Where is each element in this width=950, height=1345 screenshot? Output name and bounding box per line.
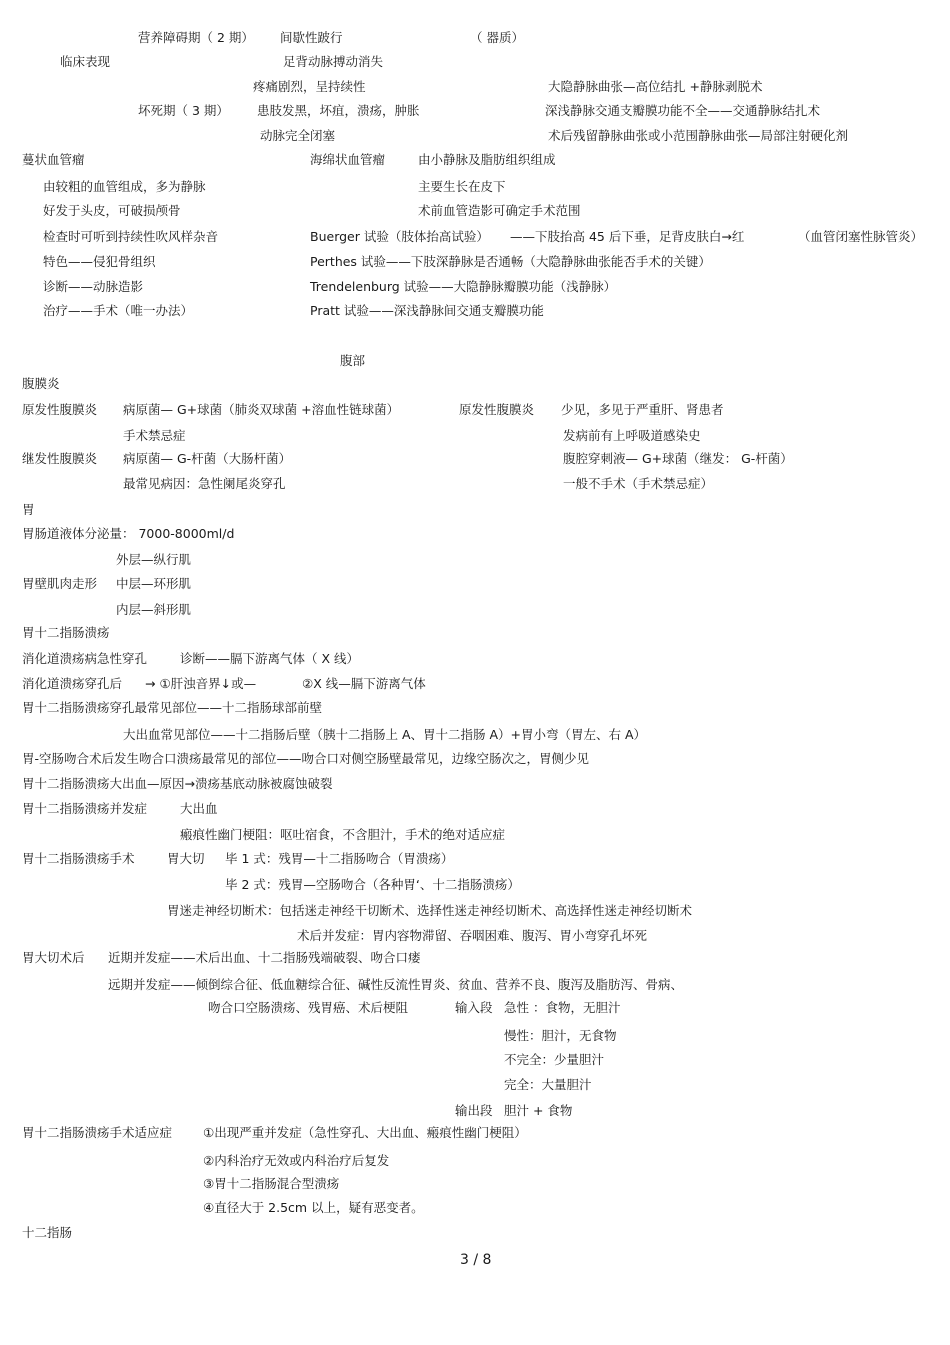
text-line: 吻合口空肠溃疡、残胃癌、术后梗阻 (208, 1000, 409, 1015)
text-line: 胃十二指肠溃疡 (22, 625, 110, 640)
text-line: 大出血常见部位——十二指肠后壁（胰十二指肠上 A、胃十二指肠 A）+胃小弯（胃左、右 A） (123, 727, 647, 742)
text-line: Pratt 试验——深浅静脉间交通支瓣膜功能 (310, 303, 544, 318)
text-line: （血管闭塞性脉管炎） (798, 229, 924, 244)
text-line: 胆汁 + 食物 (504, 1103, 573, 1118)
text-line: 输出段 (455, 1103, 493, 1118)
section-heading: 腹部 (340, 353, 366, 368)
text-line: 大出血 (180, 801, 218, 816)
text-line: 由较粗的血管组成，多为静脉 (43, 179, 206, 194)
text-line: 主要生长在皮下 (418, 179, 506, 194)
text-line: 完全：大量胆汁 (504, 1077, 592, 1092)
text-line: 诊断——动脉造影 (43, 279, 144, 294)
text-line: 远期并发症——倾倒综合征、低血糖综合征、碱性反流性胃炎、贫血、营养不良、腹泻及脂肪泻、骨病、 (108, 977, 684, 992)
text-line: 坏死期（ 3 期） (138, 103, 229, 118)
text-line: 内层—斜形肌 (116, 602, 192, 617)
text-line: 腹膜炎 (22, 376, 60, 391)
text-line: 治疗——手术（唯一办法） (43, 303, 194, 318)
text-line: ④直径大于 2.5cm 以上，疑有恶变者。 (203, 1200, 424, 1215)
text-line: 胃大切 (167, 851, 205, 866)
text-line: 胃壁肌肉走形 (22, 576, 98, 591)
text-line: 大隐静脉曲张—高位结扎 +静脉剥脱术 (548, 79, 763, 94)
text-line: 胃肠道液体分泌量： 7000-8000ml/d (22, 526, 235, 541)
text-line: 不完全：少量胆汁 (504, 1052, 605, 1067)
text-line: 动脉完全闭塞 (260, 128, 336, 143)
text-line: 深浅静脉交通支瓣膜功能不全——交通静脉结扎术 (545, 103, 821, 118)
text-line: 中层—环形肌 (116, 576, 192, 591)
text-line: 由小静脉及脂肪组织组成 (418, 152, 556, 167)
text-line: 十二指肠 (22, 1225, 73, 1240)
text-line: 外层—纵行肌 (116, 552, 192, 567)
text-line: ——下肢抬高 45 后下垂，足背皮肤白→红 (510, 229, 745, 244)
page-number: 3 / 8 (460, 1252, 492, 1268)
text-line: 胃十二指肠溃疡手术适应症 (22, 1125, 173, 1140)
text-line: （ 器质） (470, 30, 524, 45)
text-line: 急性 ：食物，无胆汁 (504, 1000, 621, 1015)
text-line: Buerger 试验（肢体抬高试验） (310, 229, 489, 244)
text-line: 术后并发症：胃内容物滞留、吞咽困难、腹泻、胃小弯穿孔坏死 (297, 928, 648, 943)
text-line: 消化道溃疡穿孔后 (22, 676, 123, 691)
text-line: ①出现严重并发症（急性穿孔、大出血、瘢痕性幽门梗阻） (203, 1125, 527, 1140)
text-line: 特色——侵犯骨组织 (43, 254, 156, 269)
text-line: 胃 (22, 502, 35, 517)
text-line: 毕 2 式：残胃—空肠吻合（各种胃‘、十二指肠溃疡） (225, 877, 520, 892)
text-line: → ①肝浊音界↓或— (145, 676, 257, 691)
text-line: 发病前有上呼吸道感染史 (563, 428, 701, 443)
text-line: 继发性腹膜炎 (22, 451, 98, 466)
text-line: 手术禁忌症 (123, 428, 186, 443)
text-line: 临床表现 (60, 54, 111, 69)
text-line: 原发性腹膜炎 (22, 402, 98, 417)
text-line: 胃十二指肠溃疡手术 (22, 851, 135, 866)
text-line: 胃大切术后 (22, 950, 85, 965)
text-line: 胃迷走神经切断术：包括迷走神经干切断术、选择性迷走神经切断术、高选择性迷走神经切断术 (167, 903, 693, 918)
text-line: 营养障碍期（ 2 期） (138, 30, 254, 45)
text-line: 好发于头皮，可破损颅骨 (43, 203, 181, 218)
text-line: 腹腔穿刺液— G+球菌（继发： G-杆菌） (563, 451, 793, 466)
text-line: 胃十二指肠溃疡大出血—原因→溃疡基底动脉被腐蚀破裂 (22, 776, 333, 791)
text-line: 蔓状血管瘤 (22, 152, 85, 167)
text-line: Trendelenburg 试验——大隐静脉瓣膜功能（浅静脉） (310, 279, 617, 294)
text-line: 诊断——膈下游离气体（ X 线） (180, 651, 360, 666)
text-line: 胃十二指肠溃疡穿孔最常见部位——十二指肠球部前壁 (22, 700, 323, 715)
text-line: 最常见病因：急性阑尾炎穿孔 (123, 476, 286, 491)
text-line: 一般不手术（手术禁忌症） (563, 476, 714, 491)
text-line: 胃十二指肠溃疡并发症 (22, 801, 148, 816)
text-line: Perthes 试验——下肢深静脉是否通畅（大隐静脉曲张能否手术的关键） (310, 254, 711, 269)
text-line: ③胃十二指肠混合型溃疡 (203, 1176, 340, 1191)
text-line: 原发性腹膜炎 (459, 402, 535, 417)
text-line: 检查时可听到持续性吹风样杂音 (43, 229, 219, 244)
text-line: 慢性：胆汁，无食物 (504, 1028, 617, 1043)
text-line: ②X 线—膈下游离气体 (302, 676, 426, 691)
text-line: ②内科治疗无效或内科治疗后复发 (203, 1153, 390, 1168)
text-line: 消化道溃疡病急性穿孔 (22, 651, 148, 666)
text-line: 瘢痕性幽门梗阻：呕吐宿食，不含胆汁，手术的绝对适应症 (180, 827, 506, 842)
text-line: 海绵状血管瘤 (310, 152, 386, 167)
text-line: 毕 1 式：残胃—十二指肠吻合（胃溃疡） (225, 851, 454, 866)
text-line: 病原菌— G+球菌（肺炎双球菌 +溶血性链球菌） (123, 402, 400, 417)
text-line: 胃-空肠吻合术后发生吻合口溃疡最常见的部位——吻合口对侧空肠壁最常见，边缘空肠次之，胃侧少见 (22, 751, 590, 766)
text-line: 间歇性跛行 (280, 30, 343, 45)
text-line: 少见，多见于严重肝、肾患者 (561, 402, 724, 417)
text-line: 足背动脉搏动消失 (283, 54, 384, 69)
text-line: 患肢发黑，坏疽，溃疡，肿胀 (257, 103, 420, 118)
text-line: 近期并发症——术后出血、十二指肠残端破裂、吻合口瘘 (108, 950, 421, 965)
text-line: 病原菌— G-杆菌（大肠杆菌） (123, 451, 292, 466)
text-line: 疼痛剧烈，呈持续性 (253, 79, 366, 94)
text-line: 术后残留静脉曲张或小范围静脉曲张—局部注射硬化剂 (548, 128, 849, 143)
text-line: 输入段 (455, 1000, 493, 1015)
text-line: 术前血管造影可确定手术范围 (418, 203, 581, 218)
